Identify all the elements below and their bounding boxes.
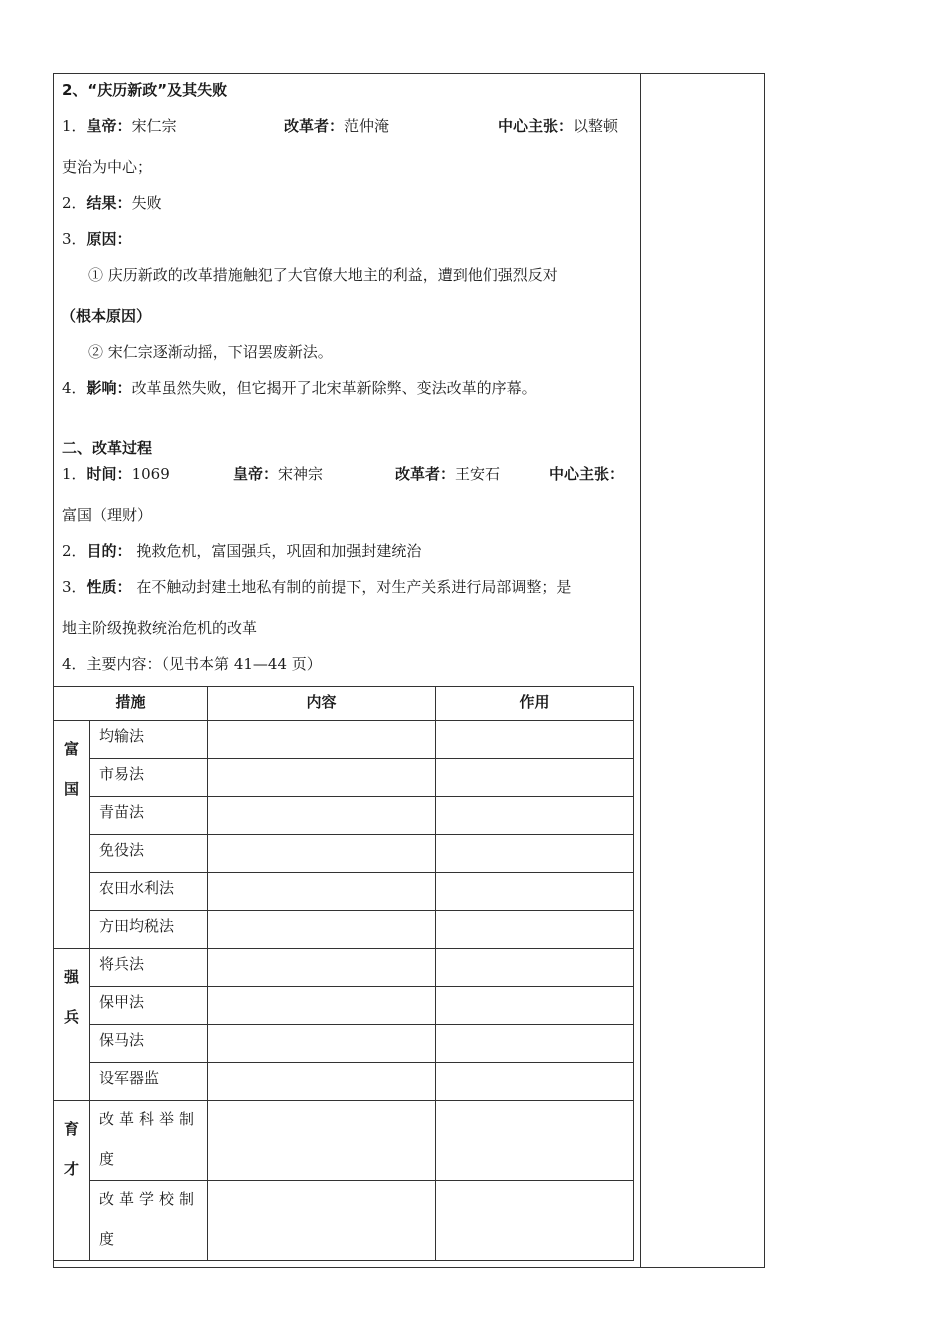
s1-reformer: 改革者：范仲淹: [284, 117, 390, 135]
group-label-fuguo: 富 国: [54, 721, 90, 949]
cause-1: ① 庆历新政的改革措施触犯了大官僚大地主的利益，遭到他们强烈反对: [88, 266, 558, 284]
header-content: 内容: [208, 687, 436, 721]
header-effect: 作用: [436, 687, 634, 721]
effect-cell[interactable]: [436, 797, 634, 835]
measure-cell: 改革科举制度: [90, 1101, 208, 1181]
effect-cell[interactable]: [436, 949, 634, 987]
section1-heading: 2、“庆历新政”及其失败: [62, 81, 228, 99]
s1-line1: 1．皇帝：宋仁宗: [62, 117, 177, 135]
effect-cell[interactable]: [436, 987, 634, 1025]
table-row: [54, 721, 634, 759]
table-row: [54, 797, 634, 835]
content-cell[interactable]: [208, 797, 436, 835]
effect-cell[interactable]: [436, 1063, 634, 1101]
content-cell[interactable]: [208, 949, 436, 987]
s2-line3: 3．性质： 在不触动封建土地私有制的前提下，对生产关系进行局部调整；是: [62, 578, 572, 596]
effect-cell[interactable]: [436, 721, 634, 759]
group-label-qiangbing: 强 兵: [54, 949, 90, 1101]
measure-cell: 市易法: [90, 759, 208, 797]
measure-cell: 免役法: [90, 835, 208, 873]
measure-cell: 青苗法: [90, 797, 208, 835]
measure-cell: 方田均税法: [90, 911, 208, 949]
effect-cell[interactable]: [436, 873, 634, 911]
table-row: [54, 987, 634, 1025]
table-row: [54, 1181, 634, 1261]
s1-line4: 4．影响：改革虽然失败，但它揭开了北宋革新除弊、变法改革的序幕。: [62, 379, 537, 397]
s1-idea: 中心主张：以整顿: [498, 117, 619, 135]
group-label-yucai: 育 才: [54, 1101, 90, 1261]
s2-line4: 4．主要内容：（见书本第 41—44 页）: [62, 655, 322, 673]
s2-line1: 1．时间：1069: [62, 465, 170, 483]
effect-cell[interactable]: [436, 1181, 634, 1261]
s1-line3: 3．原因：: [62, 230, 132, 248]
s2-reformer: 改革者：王安石: [395, 465, 501, 483]
section2-heading: 二、改革过程: [62, 439, 153, 457]
table-row: [54, 911, 634, 949]
content-cell[interactable]: [208, 1181, 436, 1261]
measure-cell: 将兵法: [90, 949, 208, 987]
content-cell[interactable]: [208, 1025, 436, 1063]
s1-idea-cont: 吏治为中心；: [62, 158, 153, 176]
effect-cell[interactable]: [436, 835, 634, 873]
content-cell[interactable]: [208, 721, 436, 759]
measure-cell: 改革学校制度: [90, 1181, 208, 1261]
table-header-row: [54, 687, 634, 721]
measure-cell: 保甲法: [90, 987, 208, 1025]
effect-cell[interactable]: [436, 1025, 634, 1063]
reform-measures-table: [53, 686, 634, 1261]
s2-emperor: 皇帝：宋神宗: [233, 465, 324, 483]
s2-idea: 富国（理财）: [62, 506, 153, 524]
effect-cell[interactable]: [436, 1101, 634, 1181]
measure-cell: 均输法: [90, 721, 208, 759]
table-row: [54, 835, 634, 873]
s2-nature-cont: 地主阶级挽救统治危机的改革: [62, 619, 258, 637]
measure-cell: 保马法: [90, 1025, 208, 1063]
s1-line2: 2．结果：失败: [62, 194, 162, 212]
content-cell[interactable]: [208, 1101, 436, 1181]
content-cell[interactable]: [208, 987, 436, 1025]
table-row: [54, 759, 634, 797]
right-column-divider: [640, 73, 641, 1268]
s2-line2: 2．目的： 挽救危机，富国强兵，巩固和加强封建统治: [62, 542, 422, 560]
content-cell[interactable]: [208, 911, 436, 949]
content-cell[interactable]: [208, 759, 436, 797]
table-row: [54, 1025, 634, 1063]
measure-cell: 设军器监: [90, 1063, 208, 1101]
table-row: [54, 949, 634, 987]
effect-cell[interactable]: [436, 759, 634, 797]
table-row: [54, 1063, 634, 1101]
cause-2: ② 宋仁宗逐渐动摇，下诏罢废新法。: [88, 343, 333, 361]
content-cell[interactable]: [208, 873, 436, 911]
content-cell[interactable]: [208, 835, 436, 873]
effect-cell[interactable]: [436, 911, 634, 949]
cause-1-note: （根本原因）: [61, 307, 152, 325]
content-cell[interactable]: [208, 1063, 436, 1101]
s2-idea-label: 中心主张：: [549, 465, 625, 483]
measure-cell: 农田水利法: [90, 873, 208, 911]
table-row: [54, 1101, 634, 1181]
table-row: [54, 873, 634, 911]
header-measure: 措施: [54, 687, 208, 721]
